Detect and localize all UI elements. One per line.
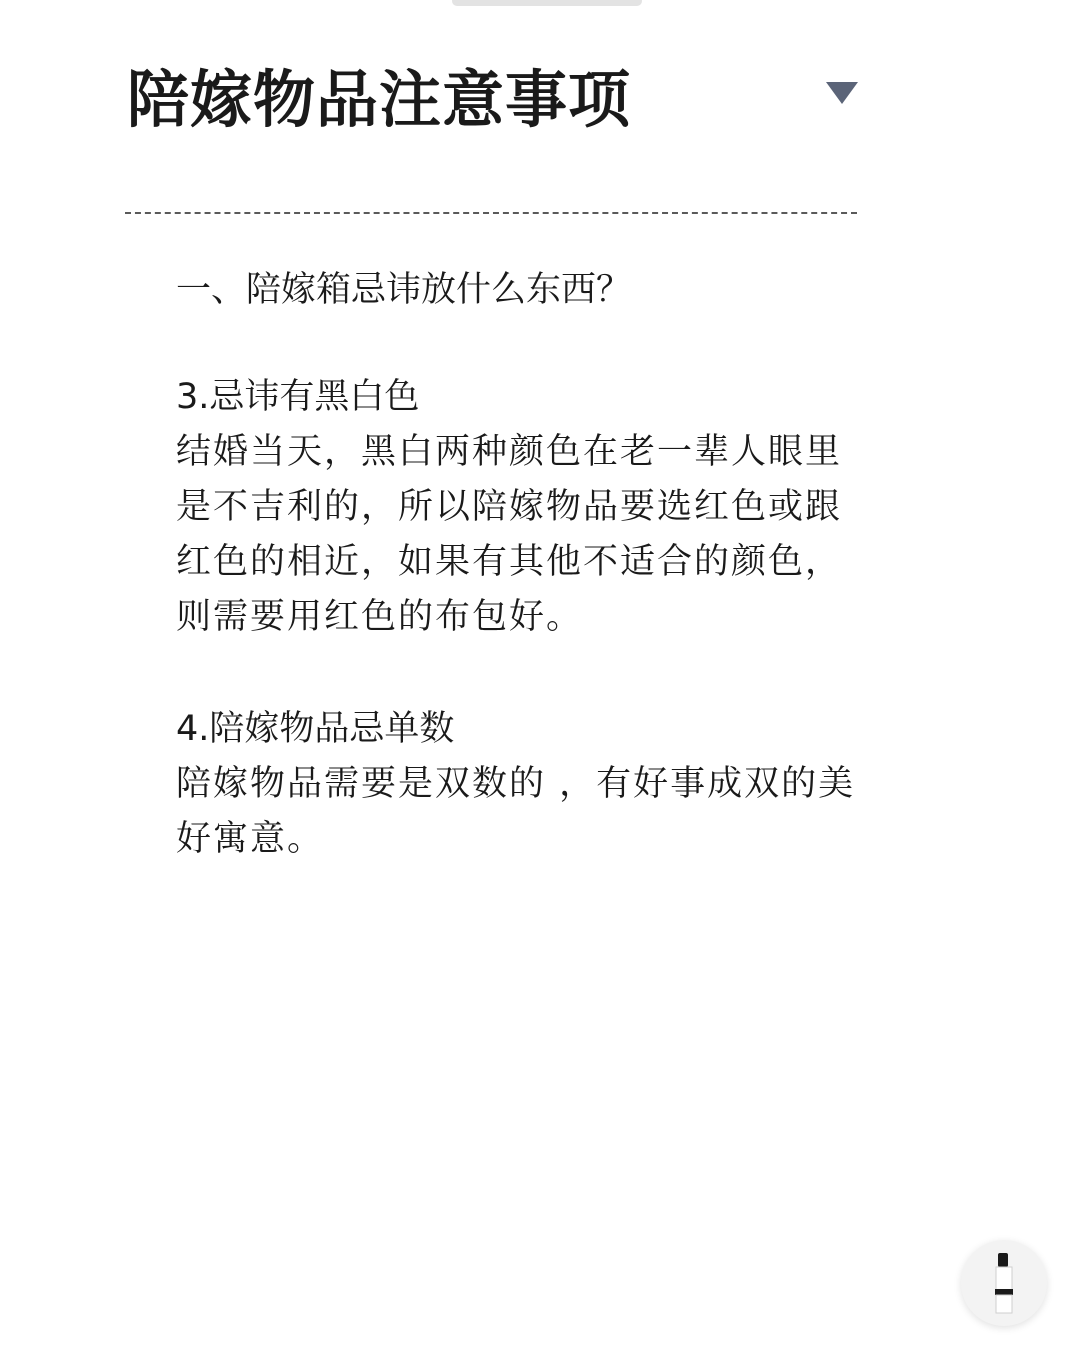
item-title: 3.忌讳有黑白色 <box>176 377 420 417</box>
top-handle-bar <box>452 0 642 6</box>
brush-icon <box>984 1251 1024 1315</box>
item-title: 4.陪嫁物品忌单数 <box>176 709 455 749</box>
collapse-toggle-button[interactable] <box>822 80 862 110</box>
floating-edit-button[interactable] <box>961 1240 1047 1326</box>
triangle-down-icon <box>824 80 860 106</box>
page-title: 陪嫁物品注意事项 <box>127 63 632 136</box>
item-body: 陪嫁物品需要是双数的 ，有好事成双的美好寓意。 <box>176 764 856 859</box>
section-heading: 一、陪嫁箱忌讳放什么东西？ <box>176 270 632 310</box>
dashed-divider <box>125 212 857 214</box>
article-content <box>176 262 876 923</box>
item-body: 结婚当天，黑白两种颜色在老一辈人眼里是不吉利的，所以陪嫁物品要选红色或跟红色的相近，如果有其他不适合的颜色，则需要用红色的布包好。 <box>176 432 843 637</box>
